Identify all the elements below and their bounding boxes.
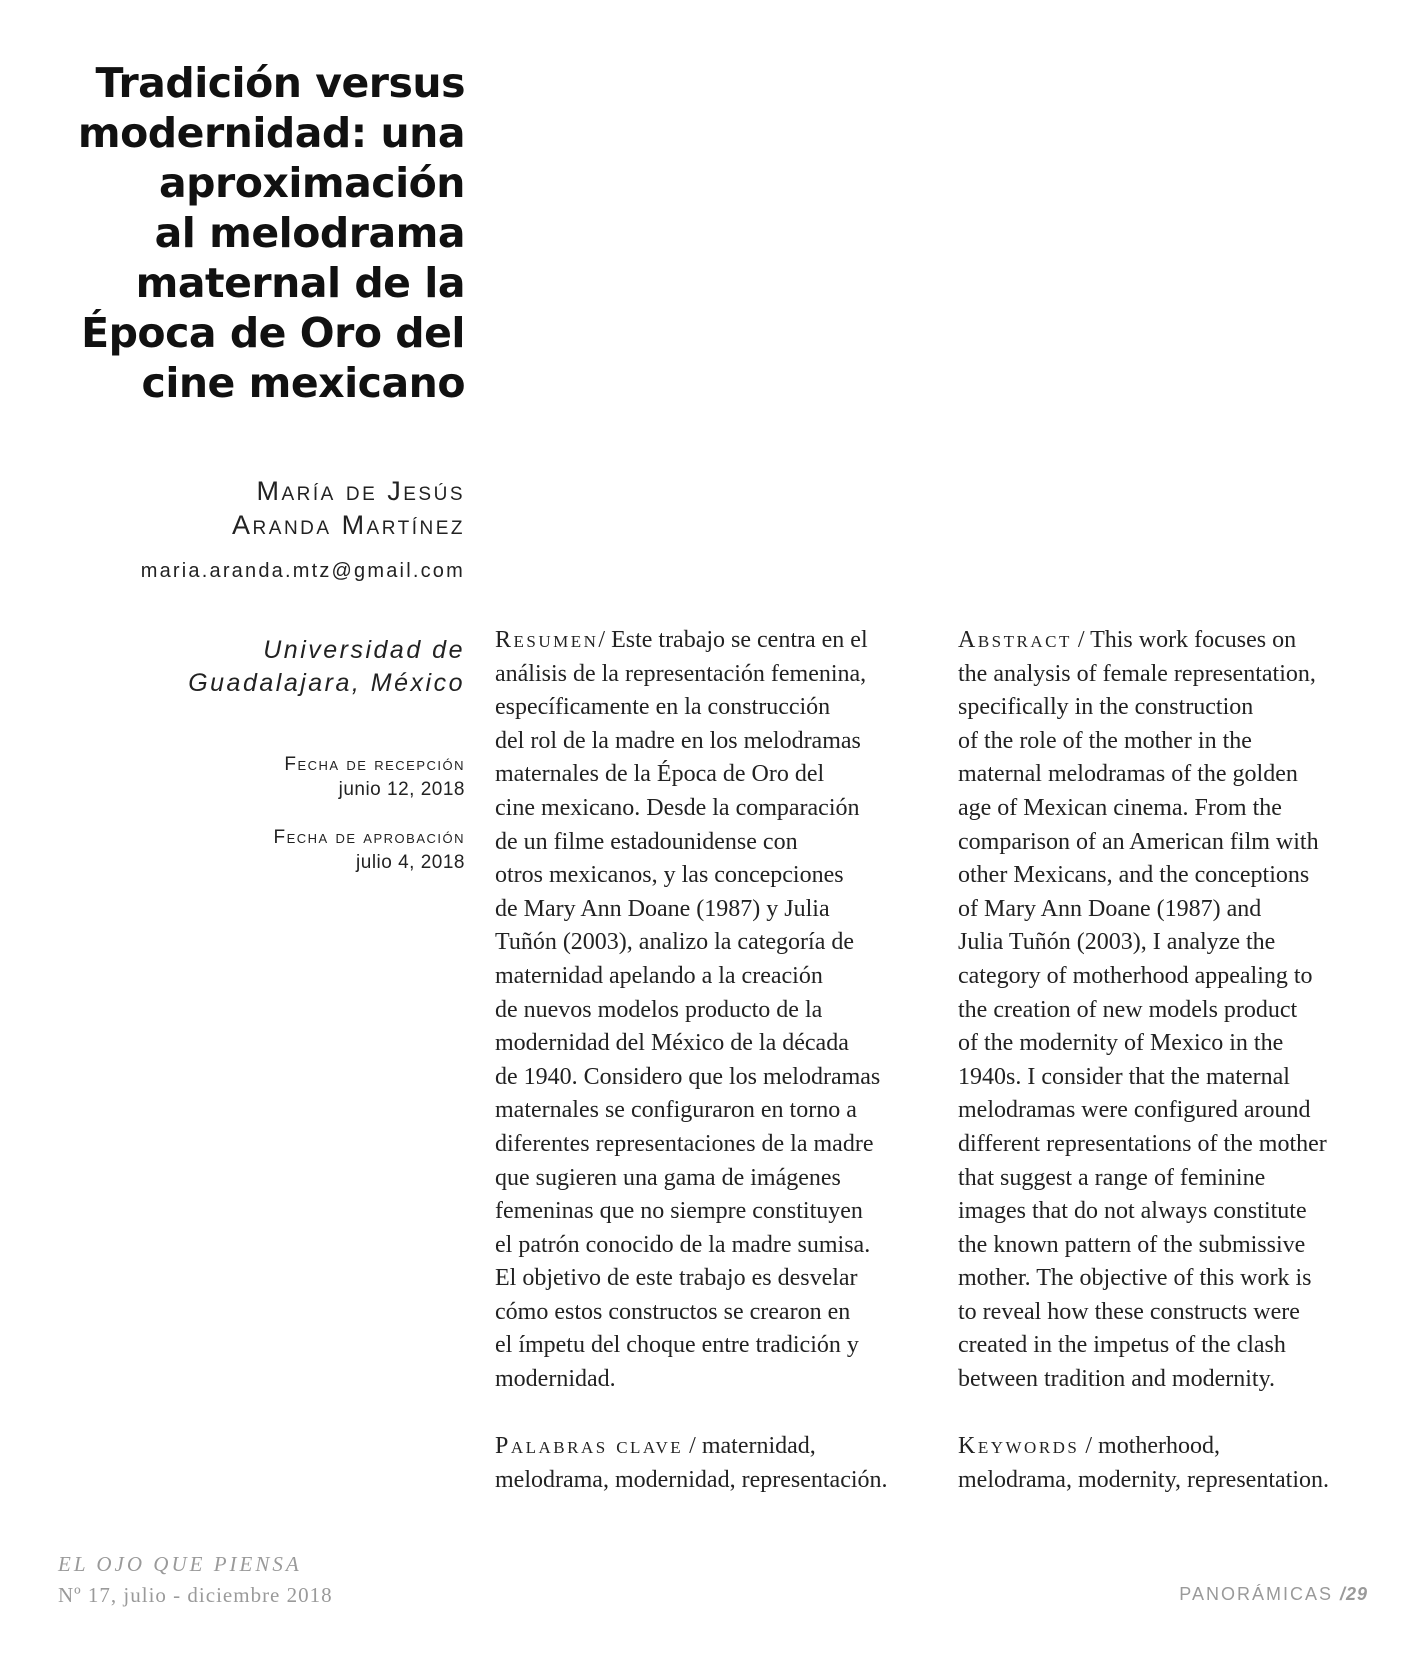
resumen-line: análisis de la representación femenina, <box>495 660 867 687</box>
abstract-line: the creation of new models product <box>958 996 1298 1023</box>
abstract-line: different representations of the mother <box>958 1130 1327 1157</box>
abstract-column <box>958 624 1398 1497</box>
resumen-line: cine mexicano. Desde la comparación <box>495 794 860 821</box>
abstract-first-line <box>958 624 1398 658</box>
approved-date <box>100 826 465 876</box>
resumen-label: Resumen <box>495 627 599 653</box>
abstract-first-text: / This work focuses on <box>1071 627 1297 653</box>
section-footer <box>1179 1584 1368 1605</box>
resumen-line: modernidad. <box>495 1366 616 1393</box>
abstract-line: category of motherhood appealing to <box>958 962 1313 989</box>
palabras-clave <box>495 1430 935 1497</box>
received-label: Fecha de recepción <box>284 754 465 775</box>
resumen-line: específicamente en la construcción <box>495 694 831 721</box>
keywords-line: melodrama, modernity, representation. <box>958 1466 1329 1493</box>
abstract-line: specifically in the construction <box>958 694 1254 721</box>
abstract-line: 1940s. I consider that the maternal <box>958 1063 1290 1090</box>
section-name: PANORÁMICAS <box>1179 1584 1340 1604</box>
author-email[interactable]: maria.aranda.mtz@gmail.com <box>140 560 465 582</box>
resumen-line: maternales se configuraron en torno a <box>495 1097 857 1124</box>
resumen-line: que sugieren una gama de imágenes <box>495 1164 841 1191</box>
abstract-line: the analysis of female representation, <box>958 660 1316 687</box>
approved-label: Fecha de aprobación <box>273 827 465 848</box>
resumen-line: de Mary Ann Doane (1987) y Julia <box>495 895 830 922</box>
resumen-line: de nuevos modelos producto de la <box>495 996 823 1023</box>
palabras-clave-line <box>495 1430 935 1464</box>
resumen-line: El objetivo de este trabajo es desvelar <box>495 1265 858 1292</box>
page-number: /29 <box>1339 1584 1368 1604</box>
palabras-clave-line: melodrama, modernidad, representación. <box>495 1466 888 1493</box>
author-institution <box>100 634 465 700</box>
palabras-clave-label: Palabras clave <box>495 1433 684 1460</box>
resumen-column <box>495 624 935 1497</box>
title-line: Época de Oro del <box>81 309 465 357</box>
resumen-line: maternidad apelando a la creación <box>495 962 823 989</box>
title-line: aproximación <box>158 159 465 207</box>
institution-line: Universidad de <box>263 636 465 664</box>
resumen-line: Tuñón (2003), analizo la categoría de <box>495 929 855 956</box>
abstract-line: that suggest a range of feminine <box>958 1164 1266 1191</box>
keywords-label: Keywords <box>958 1433 1080 1460</box>
institution-line: Guadalajara, México <box>188 669 465 697</box>
resumen-line: cómo estos constructos se crearon en <box>495 1298 851 1325</box>
title-line: cine mexicano <box>141 359 465 407</box>
title-line: modernidad: una <box>77 109 465 157</box>
resumen-line: femeninas que no siempre constituyen <box>495 1198 863 1225</box>
title-line: maternal de la <box>135 259 465 307</box>
resumen-line: de 1940. Considero que los melodramas <box>495 1063 881 1090</box>
resumen-line: otros mexicanos, y las concepciones <box>495 862 844 889</box>
resumen-first-line <box>495 624 935 658</box>
resumen-line: maternales de la Época de Oro del <box>495 761 825 788</box>
title-line: al melodrama <box>154 209 465 257</box>
abstract-line: melodramas were configured around <box>958 1097 1311 1124</box>
resumen-line: del rol de la madre en los melodramas <box>495 727 861 754</box>
abstract-line: of the modernity of Mexico in the <box>958 1030 1284 1057</box>
resumen-line: de un filme estadounidense con <box>495 828 798 855</box>
abstract-line: between tradition and modernity. <box>958 1366 1276 1393</box>
issue-info: Nº 17, julio - diciembre 2018 <box>58 1583 333 1607</box>
resumen-line: el ímpetu del choque entre tradición y <box>495 1332 859 1359</box>
resumen-body <box>495 658 935 1397</box>
abstract-line: of the role of the mother in the <box>958 727 1252 754</box>
received-date <box>100 753 465 803</box>
abstract-line: comparison of an American film with <box>958 828 1319 855</box>
abstract-line: the known pattern of the submissive <box>958 1231 1306 1258</box>
abstract-line: maternal melodramas of the golden <box>958 761 1298 788</box>
abstract-line: created in the impetus of the clash <box>958 1332 1286 1359</box>
resumen-line: el patrón conocido de la madre sumisa. <box>495 1231 871 1258</box>
abstract-label: Abstract <box>958 627 1072 653</box>
abstract-line: mother. The objective of this work is <box>958 1265 1312 1292</box>
abstract-line: of Mary Ann Doane (1987) and <box>958 895 1262 922</box>
resumen-line: modernidad del México de la década <box>495 1030 849 1057</box>
resumen-first-text: / Este trabajo se centra en el <box>598 627 868 653</box>
palabras-clave-text: / maternidad, <box>683 1433 816 1460</box>
author-line: María de Jesús <box>256 476 465 506</box>
keywords-line <box>958 1430 1398 1464</box>
journal-name: EL OJO QUE PIENSA <box>58 1552 302 1576</box>
approved-value: julio 4, 2018 <box>356 852 465 873</box>
title-line: Tradición versus <box>95 59 465 107</box>
abstract-line: images that do not always constitute <box>958 1198 1307 1225</box>
received-value: junio 12, 2018 <box>338 779 465 800</box>
author-name <box>100 474 465 542</box>
abstract-line: age of Mexican cinema. From the <box>958 794 1282 821</box>
keywords-text: / motherhood, <box>1079 1433 1221 1460</box>
abstract-line: other Mexicans, and the conceptions <box>958 862 1310 889</box>
resumen-line: diferentes representaciones de la madre <box>495 1130 874 1157</box>
abstract-line: to reveal how these constructs were <box>958 1298 1300 1325</box>
article-title <box>40 58 465 408</box>
keywords <box>958 1430 1398 1497</box>
abstract-line: Julia Tuñón (2003), I analyze the <box>958 929 1276 956</box>
abstract-body <box>958 658 1398 1397</box>
author-line: Aranda Martínez <box>232 510 465 540</box>
